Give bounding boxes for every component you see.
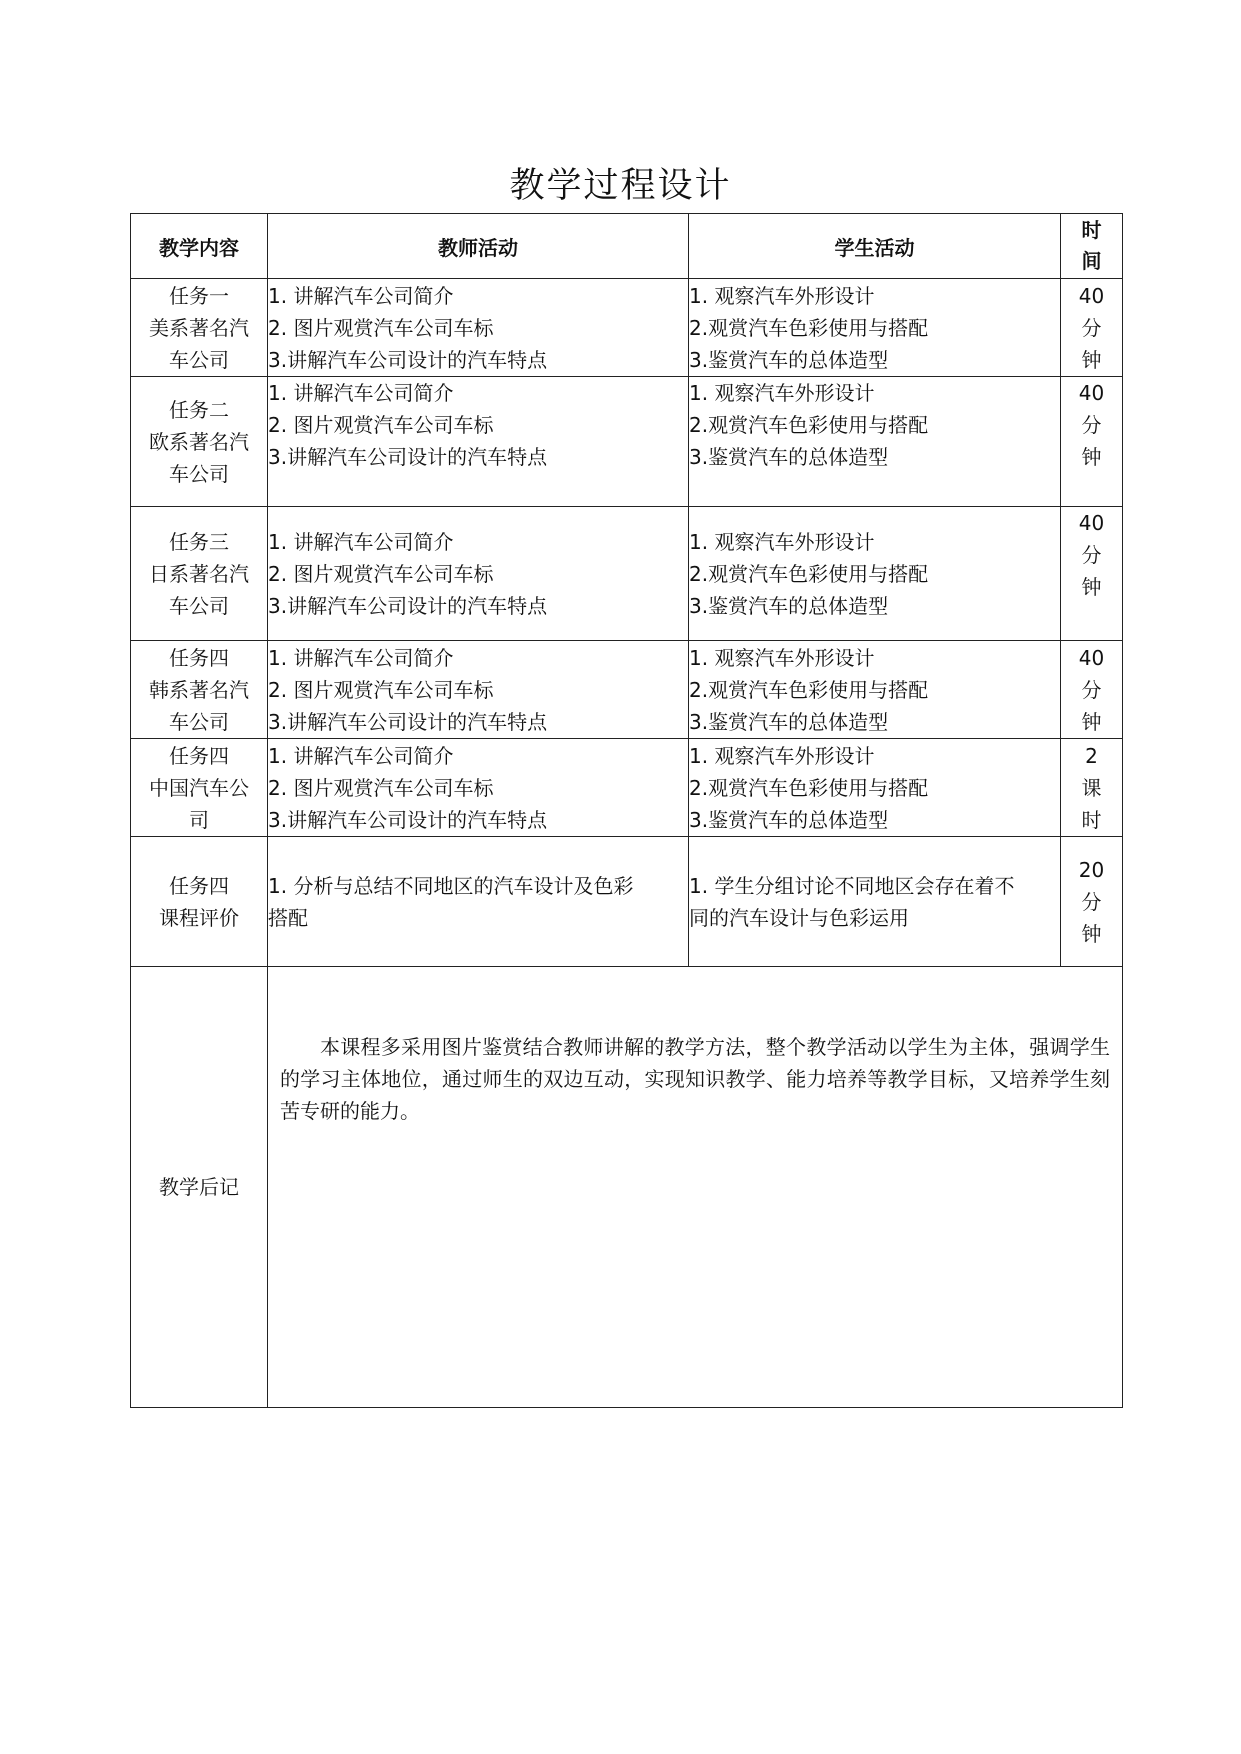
teacher-activity-item: 1. 讲解汽车公司简介 xyxy=(268,283,454,308)
student-activity-item: 同的汽车设计与色彩运用 xyxy=(689,905,909,930)
student-activity-item: 2.观赏汽车色彩使用与搭配 xyxy=(689,775,929,800)
time-line: 钟 xyxy=(1081,445,1102,469)
task-line: 任务二 xyxy=(169,397,229,422)
task-line: 车公司 xyxy=(169,709,229,734)
teacher-activity-item: 搭配 xyxy=(268,905,308,930)
student-activity-item: 3.鉴赏汽车的总体造型 xyxy=(689,445,889,469)
teacher-activity-cell xyxy=(268,739,689,837)
teacher-activity-item: 2. 图片观赏汽车公司车标 xyxy=(268,413,494,437)
teacher-activity-item: 1. 分析与总结不同地区的汽车设计及色彩 xyxy=(268,873,634,898)
teacher-activity-item: 1. 讲解汽车公司简介 xyxy=(268,529,454,554)
header-content: 教学内容 xyxy=(131,214,268,279)
header-time-line1: 时 xyxy=(1081,218,1102,242)
student-activity-item: 1. 学生分组讨论不同地区会存在着不 xyxy=(689,873,1015,898)
student-activity-item: 1. 观察汽车外形设计 xyxy=(689,743,875,768)
time-cell xyxy=(1061,377,1123,507)
time-line: 分 xyxy=(1081,315,1102,340)
header-time xyxy=(1061,214,1123,279)
task-line: 任务一 xyxy=(169,283,229,308)
header-student: 学生活动 xyxy=(689,214,1061,279)
time-cell xyxy=(1061,279,1123,377)
task-line: 车公司 xyxy=(169,593,229,618)
teacher-activity-cell xyxy=(268,507,689,641)
student-activity-cell xyxy=(689,279,1061,377)
task-line: 车公司 xyxy=(169,461,229,486)
time-line: 分 xyxy=(1081,413,1102,437)
time-line: 钟 xyxy=(1081,921,1102,946)
table-row xyxy=(131,279,1123,377)
teacher-activity-item: 3.讲解汽车公司设计的汽车特点 xyxy=(268,347,548,372)
student-activity-item: 2.观赏汽车色彩使用与搭配 xyxy=(689,413,929,437)
teacher-activity-cell xyxy=(268,279,689,377)
teacher-activity-item: 3.讲解汽车公司设计的汽车特点 xyxy=(268,709,548,734)
student-activity-cell xyxy=(689,739,1061,837)
task-line: 日系著名汽 xyxy=(149,561,249,586)
time-cell xyxy=(1061,641,1123,739)
time-cell xyxy=(1061,837,1123,967)
time-line: 分 xyxy=(1081,677,1102,702)
time-line: 时 xyxy=(1081,807,1102,832)
student-activity-item: 3.鉴赏汽车的总体造型 xyxy=(689,347,889,372)
time-line: 分 xyxy=(1081,889,1102,914)
reflection-text: 本课程多采用图片鉴赏结合教师讲解的教学方法，整个教学活动以学生为主体，强调学生的学习主体地位，通过师生的双边互动，实现知识教学、能力培养等教学目标，又培养学生刻苦专研的能力。 xyxy=(280,1035,1110,1123)
table-row xyxy=(131,377,1123,507)
time-cell xyxy=(1061,739,1123,837)
time-line: 20 xyxy=(1078,857,1105,882)
time-line: 课 xyxy=(1081,775,1102,800)
teacher-activity-item: 2. 图片观赏汽车公司车标 xyxy=(268,775,494,800)
task-line: 车公司 xyxy=(169,347,229,372)
student-activity-cell xyxy=(689,837,1061,967)
student-activity-item: 1. 观察汽车外形设计 xyxy=(689,645,875,670)
task-line: 任务四 xyxy=(169,645,229,670)
teacher-activity-item: 2. 图片观赏汽车公司车标 xyxy=(268,315,494,340)
header-time-line2: 间 xyxy=(1081,249,1102,273)
time-line: 40 xyxy=(1078,283,1105,308)
reflection-row xyxy=(131,967,1123,1408)
student-activity-item: 1. 观察汽车外形设计 xyxy=(689,283,875,308)
table-row xyxy=(131,641,1123,739)
task-line: 中国汽车公 xyxy=(149,775,249,800)
time-line: 40 xyxy=(1078,645,1105,670)
task-line: 司 xyxy=(189,807,209,832)
task-cell xyxy=(131,739,268,837)
task-line: 欧系著名汽 xyxy=(149,429,249,454)
teaching-process-table xyxy=(130,213,1123,1408)
time-line: 钟 xyxy=(1081,347,1102,372)
task-line: 任务三 xyxy=(169,529,229,554)
task-cell xyxy=(131,641,268,739)
table-row xyxy=(131,837,1123,967)
student-activity-item: 3.鉴赏汽车的总体造型 xyxy=(689,807,889,832)
student-activity-item: 2.观赏汽车色彩使用与搭配 xyxy=(689,561,929,586)
student-activity-item: 2.观赏汽车色彩使用与搭配 xyxy=(689,677,929,702)
task-line: 课程评价 xyxy=(159,905,239,930)
task-line: 任务四 xyxy=(169,743,229,768)
task-cell xyxy=(131,507,268,641)
task-cell xyxy=(131,377,268,507)
student-activity-cell xyxy=(689,641,1061,739)
teacher-activity-item: 1. 讲解汽车公司简介 xyxy=(268,645,454,670)
task-line: 韩系著名汽 xyxy=(149,677,249,702)
teacher-activity-item: 3.讲解汽车公司设计的汽车特点 xyxy=(268,593,548,618)
task-cell xyxy=(131,279,268,377)
teacher-activity-item: 3.讲解汽车公司设计的汽车特点 xyxy=(268,807,548,832)
student-activity-cell xyxy=(689,377,1061,507)
task-line: 美系著名汽 xyxy=(149,315,249,340)
time-line: 钟 xyxy=(1081,709,1102,734)
student-activity-item: 1. 观察汽车外形设计 xyxy=(689,381,875,405)
student-activity-item: 3.鉴赏汽车的总体造型 xyxy=(689,709,889,734)
time-line: 2 xyxy=(1085,743,1098,768)
time-line: 40 xyxy=(1078,511,1105,535)
time-line: 钟 xyxy=(1081,575,1102,599)
table-row xyxy=(131,507,1123,641)
teacher-activity-item: 2. 图片观赏汽车公司车标 xyxy=(268,561,494,586)
student-activity-item: 3.鉴赏汽车的总体造型 xyxy=(689,593,889,618)
student-activity-item: 2.观赏汽车色彩使用与搭配 xyxy=(689,315,929,340)
time-line: 分 xyxy=(1081,543,1102,567)
task-cell xyxy=(131,837,268,967)
teacher-activity-item: 3.讲解汽车公司设计的汽车特点 xyxy=(268,445,548,469)
teacher-activity-item: 1. 讲解汽车公司简介 xyxy=(268,381,454,405)
teacher-activity-cell xyxy=(268,837,689,967)
time-line: 40 xyxy=(1078,381,1105,405)
header-teacher: 教师活动 xyxy=(268,214,689,279)
student-activity-item: 1. 观察汽车外形设计 xyxy=(689,529,875,554)
header-row xyxy=(131,214,1123,279)
reflection-cell xyxy=(268,967,1123,1408)
teacher-activity-cell xyxy=(268,377,689,507)
teacher-activity-item: 1. 讲解汽车公司简介 xyxy=(268,743,454,768)
teacher-activity-item: 2. 图片观赏汽车公司车标 xyxy=(268,677,494,702)
table-row xyxy=(131,739,1123,837)
student-activity-cell xyxy=(689,507,1061,641)
task-line: 任务四 xyxy=(169,873,229,898)
reflection-label: 教学后记 xyxy=(131,967,268,1408)
time-cell xyxy=(1061,507,1123,641)
document-title: 教学过程设计 xyxy=(509,166,732,206)
teacher-activity-cell xyxy=(268,641,689,739)
